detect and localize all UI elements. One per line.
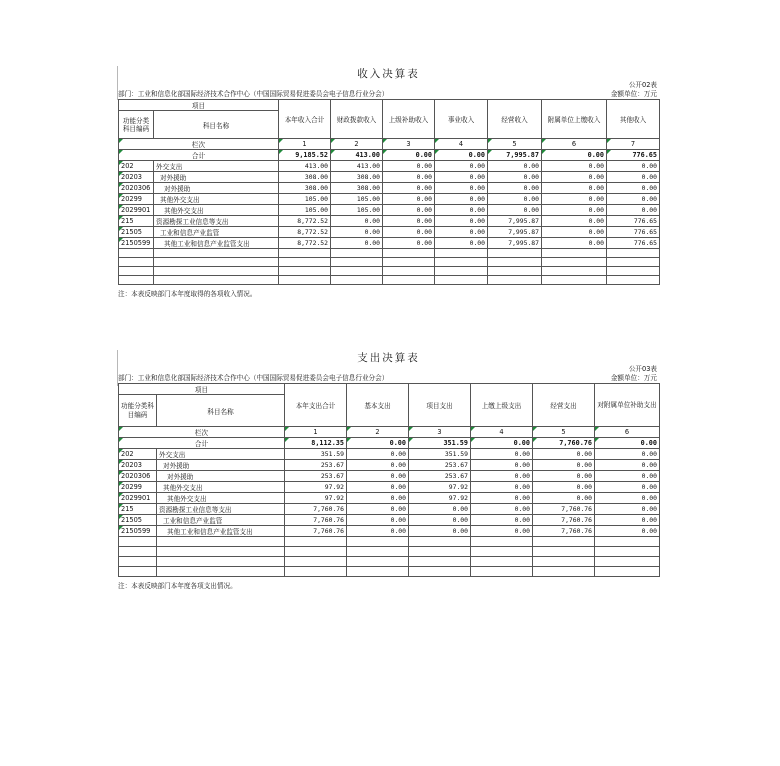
expense-col-header: 对附属单位补助支出 bbox=[595, 384, 660, 427]
subject-code: 21505 bbox=[119, 515, 157, 526]
table-row bbox=[119, 183, 660, 194]
amount-cell: 0.00 bbox=[383, 227, 435, 238]
income-item-header: 项目 bbox=[119, 100, 279, 111]
income-title: 收入决算表 bbox=[357, 68, 420, 80]
empty-cell bbox=[533, 557, 595, 567]
amount-cell: 413.00 bbox=[331, 161, 383, 172]
empty-cell bbox=[157, 547, 285, 557]
empty-row bbox=[119, 276, 660, 285]
expense-total-label: 合计 bbox=[119, 438, 285, 449]
income-dept-row bbox=[118, 90, 659, 99]
empty-cell bbox=[154, 267, 279, 276]
income-col-number: 7 bbox=[607, 139, 660, 150]
amount-cell: 0.00 bbox=[533, 471, 595, 482]
amount-cell: 0.00 bbox=[595, 482, 660, 493]
empty-cell bbox=[595, 537, 660, 547]
amount-cell: 105.00 bbox=[331, 205, 383, 216]
amount-cell: 0.00 bbox=[471, 482, 533, 493]
income-total-value: 0.00 bbox=[542, 150, 607, 161]
subject-name: 其他外交支出 bbox=[157, 493, 285, 504]
amount-cell: 0.00 bbox=[347, 493, 409, 504]
empty-cell bbox=[595, 567, 660, 577]
empty-cell bbox=[409, 567, 471, 577]
expense-department: 部门：工业和信息化部国际经济技术合作中心（中国国际贸易促进委员会电子信息行业分会） bbox=[118, 374, 389, 382]
empty-cell bbox=[595, 557, 660, 567]
empty-cell bbox=[347, 537, 409, 547]
expense-col-header: 项目支出 bbox=[409, 384, 471, 427]
amount-cell: 413.00 bbox=[279, 161, 331, 172]
amount-cell: 0.00 bbox=[435, 205, 488, 216]
subject-name: 外交支出 bbox=[154, 161, 279, 172]
empty-cell bbox=[409, 547, 471, 557]
table-row bbox=[119, 194, 660, 205]
amount-cell: 253.67 bbox=[409, 471, 471, 482]
empty-cell bbox=[331, 258, 383, 267]
empty-cell bbox=[279, 249, 331, 258]
subject-name: 对外援助 bbox=[154, 183, 279, 194]
amount-cell: 8,772.52 bbox=[279, 238, 331, 249]
amount-cell: 0.00 bbox=[347, 460, 409, 471]
amount-cell: 0.00 bbox=[347, 504, 409, 515]
empty-cell bbox=[331, 276, 383, 285]
amount-cell: 0.00 bbox=[331, 216, 383, 227]
income-col-header: 其他收入 bbox=[607, 100, 660, 139]
subject-code: 2029901 bbox=[119, 493, 157, 504]
amount-cell: 0.00 bbox=[409, 515, 471, 526]
amount-cell: 97.92 bbox=[285, 493, 347, 504]
empty-cell bbox=[533, 547, 595, 557]
subject-name: 工业和信息产业监管 bbox=[157, 515, 285, 526]
empty-cell bbox=[533, 537, 595, 547]
amount-cell: 0.00 bbox=[347, 471, 409, 482]
subject-code: 20299 bbox=[119, 194, 154, 205]
expense-total-value: 7,760.76 bbox=[533, 438, 595, 449]
amount-cell: 0.00 bbox=[471, 515, 533, 526]
income-tableno-row bbox=[118, 81, 659, 90]
amount-cell: 0.00 bbox=[383, 161, 435, 172]
amount-cell: 0.00 bbox=[595, 526, 660, 537]
amount-cell: 0.00 bbox=[331, 227, 383, 238]
subject-code: 2029901 bbox=[119, 205, 154, 216]
empty-cell bbox=[279, 276, 331, 285]
subject-code: 20203 bbox=[119, 172, 154, 183]
amount-cell: 0.00 bbox=[542, 172, 607, 183]
amount-cell: 253.67 bbox=[409, 460, 471, 471]
subject-name: 资源勘探工业信息等支出 bbox=[154, 216, 279, 227]
amount-cell: 308.00 bbox=[279, 172, 331, 183]
table-row bbox=[119, 515, 660, 526]
empty-cell bbox=[471, 537, 533, 547]
empty-cell bbox=[435, 258, 488, 267]
income-col-header: 上级补助收入 bbox=[383, 100, 435, 139]
amount-cell: 0.00 bbox=[471, 449, 533, 460]
empty-cell bbox=[331, 249, 383, 258]
amount-cell: 0.00 bbox=[542, 205, 607, 216]
amount-cell: 0.00 bbox=[595, 460, 660, 471]
amount-cell: 776.65 bbox=[607, 216, 660, 227]
expense-lanci-label: 栏次 bbox=[119, 427, 285, 438]
subject-name: 资源勘探工业信息等支出 bbox=[157, 504, 285, 515]
empty-cell bbox=[279, 267, 331, 276]
amount-cell: 253.67 bbox=[285, 460, 347, 471]
expense-col-header: 经营支出 bbox=[533, 384, 595, 427]
empty-row bbox=[119, 537, 660, 547]
empty-cell bbox=[595, 547, 660, 557]
amount-cell: 7,995.87 bbox=[488, 216, 542, 227]
amount-cell: 0.00 bbox=[435, 194, 488, 205]
expense-total-row bbox=[119, 438, 660, 449]
amount-cell: 0.00 bbox=[488, 194, 542, 205]
expense-col-header: 基本支出 bbox=[347, 384, 409, 427]
amount-cell: 0.00 bbox=[488, 172, 542, 183]
subject-name: 其他工业和信息产业监管支出 bbox=[157, 526, 285, 537]
expense-name-header: 科目名称 bbox=[157, 395, 285, 427]
income-table bbox=[118, 99, 660, 285]
amount-cell: 308.00 bbox=[331, 183, 383, 194]
empty-cell bbox=[279, 258, 331, 267]
table-row bbox=[119, 504, 660, 515]
income-unit: 金额单位：万元 bbox=[610, 90, 657, 98]
table-row bbox=[119, 460, 660, 471]
income-col-number: 3 bbox=[383, 139, 435, 150]
empty-cell bbox=[285, 537, 347, 547]
income-col-number: 5 bbox=[488, 139, 542, 150]
empty-cell bbox=[383, 276, 435, 285]
amount-cell: 0.00 bbox=[471, 493, 533, 504]
income-sheet bbox=[118, 64, 659, 298]
subject-code: 21505 bbox=[119, 227, 154, 238]
amount-cell: 0.00 bbox=[488, 205, 542, 216]
empty-cell bbox=[154, 249, 279, 258]
income-total-value: 0.00 bbox=[383, 150, 435, 161]
subject-name: 工业和信息产业监管 bbox=[154, 227, 279, 238]
empty-cell bbox=[119, 276, 154, 285]
income-table-no: 公开02表 bbox=[628, 81, 657, 89]
amount-cell: 0.00 bbox=[533, 482, 595, 493]
amount-cell: 0.00 bbox=[331, 238, 383, 249]
income-total-value: 7,995.87 bbox=[488, 150, 542, 161]
amount-cell: 7,760.76 bbox=[533, 515, 595, 526]
income-total-value: 0.00 bbox=[435, 150, 488, 161]
income-col-header: 财政拨款收入 bbox=[331, 100, 383, 139]
subject-code: 202 bbox=[119, 449, 157, 460]
empty-cell bbox=[533, 567, 595, 577]
table-row bbox=[119, 216, 660, 227]
income-total-value: 776.65 bbox=[607, 150, 660, 161]
expense-dept-row bbox=[118, 374, 659, 383]
expense-col-header: 本年支出合计 bbox=[285, 384, 347, 427]
income-col-number: 1 bbox=[279, 139, 331, 150]
empty-cell bbox=[542, 276, 607, 285]
income-col-header: 附属单位上缴收入 bbox=[542, 100, 607, 139]
empty-cell bbox=[607, 267, 660, 276]
table-row bbox=[119, 172, 660, 183]
amount-cell: 0.00 bbox=[471, 504, 533, 515]
empty-cell bbox=[347, 567, 409, 577]
expense-total-value: 0.00 bbox=[595, 438, 660, 449]
amount-cell: 0.00 bbox=[607, 194, 660, 205]
subject-name: 其他工业和信息产业监管支出 bbox=[154, 238, 279, 249]
amount-cell: 776.65 bbox=[607, 227, 660, 238]
empty-cell bbox=[119, 547, 157, 557]
amount-cell: 7,995.87 bbox=[488, 238, 542, 249]
subject-code: 2150599 bbox=[119, 526, 157, 537]
empty-cell bbox=[119, 249, 154, 258]
table-row bbox=[119, 449, 660, 460]
amount-cell: 0.00 bbox=[542, 227, 607, 238]
amount-cell: 0.00 bbox=[435, 172, 488, 183]
empty-cell bbox=[409, 557, 471, 567]
empty-cell bbox=[607, 249, 660, 258]
amount-cell: 7,760.76 bbox=[285, 515, 347, 526]
amount-cell: 97.92 bbox=[409, 493, 471, 504]
expense-item-header: 项目 bbox=[119, 384, 285, 395]
subject-name: 其他外交支出 bbox=[154, 194, 279, 205]
amount-cell: 351.59 bbox=[285, 449, 347, 460]
empty-cell bbox=[542, 249, 607, 258]
subject-code: 20299 bbox=[119, 482, 157, 493]
expense-code-header: 功能分类科目编码 bbox=[119, 395, 157, 427]
amount-cell: 0.00 bbox=[347, 482, 409, 493]
amount-cell: 0.00 bbox=[595, 504, 660, 515]
expense-col-number: 3 bbox=[409, 427, 471, 438]
table-row bbox=[119, 526, 660, 537]
empty-cell bbox=[331, 267, 383, 276]
amount-cell: 0.00 bbox=[488, 183, 542, 194]
empty-cell bbox=[607, 276, 660, 285]
table-row bbox=[119, 238, 660, 249]
empty-cell bbox=[285, 557, 347, 567]
income-code-header: 功能分类科目编码 bbox=[119, 111, 154, 139]
empty-cell bbox=[157, 537, 285, 547]
amount-cell: 0.00 bbox=[347, 526, 409, 537]
empty-row bbox=[119, 567, 660, 577]
amount-cell: 0.00 bbox=[542, 161, 607, 172]
empty-cell bbox=[119, 567, 157, 577]
subject-name: 对外援助 bbox=[157, 460, 285, 471]
amount-cell: 0.00 bbox=[409, 504, 471, 515]
amount-cell: 105.00 bbox=[331, 194, 383, 205]
table-row bbox=[119, 227, 660, 238]
empty-cell bbox=[119, 267, 154, 276]
empty-cell bbox=[471, 547, 533, 557]
expense-unit: 金额单位：万元 bbox=[610, 374, 657, 382]
income-total-value: 9,185.52 bbox=[279, 150, 331, 161]
income-col-header: 事业收入 bbox=[435, 100, 488, 139]
amount-cell: 0.00 bbox=[435, 216, 488, 227]
table-row bbox=[119, 205, 660, 216]
subject-code: 215 bbox=[119, 504, 157, 515]
empty-row bbox=[119, 267, 660, 276]
empty-cell bbox=[157, 567, 285, 577]
income-name-header: 科目名称 bbox=[154, 111, 279, 139]
amount-cell: 105.00 bbox=[279, 194, 331, 205]
empty-cell bbox=[383, 249, 435, 258]
income-total-value: 413.00 bbox=[331, 150, 383, 161]
empty-cell bbox=[119, 557, 157, 567]
amount-cell: 0.00 bbox=[542, 238, 607, 249]
empty-cell bbox=[488, 258, 542, 267]
amount-cell: 0.00 bbox=[435, 161, 488, 172]
amount-cell: 8,772.52 bbox=[279, 227, 331, 238]
empty-cell bbox=[285, 547, 347, 557]
empty-cell bbox=[435, 267, 488, 276]
amount-cell: 0.00 bbox=[383, 216, 435, 227]
subject-name: 对外援助 bbox=[157, 471, 285, 482]
subject-name: 外交支出 bbox=[157, 449, 285, 460]
income-col-number: 2 bbox=[331, 139, 383, 150]
amount-cell: 0.00 bbox=[488, 161, 542, 172]
income-col-number: 6 bbox=[542, 139, 607, 150]
empty-cell bbox=[471, 567, 533, 577]
amount-cell: 0.00 bbox=[383, 205, 435, 216]
expense-tableno-row bbox=[118, 365, 659, 374]
subject-code: 2020306 bbox=[119, 471, 157, 482]
empty-cell bbox=[154, 276, 279, 285]
amount-cell: 253.67 bbox=[285, 471, 347, 482]
subject-code: 215 bbox=[119, 216, 154, 227]
amount-cell: 0.00 bbox=[533, 460, 595, 471]
empty-cell bbox=[409, 537, 471, 547]
amount-cell: 0.00 bbox=[607, 205, 660, 216]
expense-col-number: 5 bbox=[533, 427, 595, 438]
amount-cell: 0.00 bbox=[595, 515, 660, 526]
empty-cell bbox=[154, 258, 279, 267]
empty-cell bbox=[383, 258, 435, 267]
amount-cell: 0.00 bbox=[595, 493, 660, 504]
empty-cell bbox=[488, 249, 542, 258]
amount-cell: 0.00 bbox=[607, 161, 660, 172]
amount-cell: 0.00 bbox=[595, 471, 660, 482]
empty-cell bbox=[119, 258, 154, 267]
amount-cell: 0.00 bbox=[542, 216, 607, 227]
expense-total-value: 0.00 bbox=[471, 438, 533, 449]
income-col-header: 本年收入合计 bbox=[279, 100, 331, 139]
amount-cell: 776.65 bbox=[607, 238, 660, 249]
subject-code: 2020306 bbox=[119, 183, 154, 194]
expense-title: 支出决算表 bbox=[357, 352, 420, 364]
amount-cell: 0.00 bbox=[595, 449, 660, 460]
amount-cell: 0.00 bbox=[435, 238, 488, 249]
empty-cell bbox=[383, 267, 435, 276]
empty-cell bbox=[285, 567, 347, 577]
empty-cell bbox=[347, 547, 409, 557]
table-row bbox=[119, 493, 660, 504]
subject-name: 其他外交支出 bbox=[154, 205, 279, 216]
subject-name: 对外援助 bbox=[154, 172, 279, 183]
amount-cell: 0.00 bbox=[533, 493, 595, 504]
amount-cell: 8,772.52 bbox=[279, 216, 331, 227]
empty-cell bbox=[488, 267, 542, 276]
amount-cell: 0.00 bbox=[542, 183, 607, 194]
expense-table-no: 公开03表 bbox=[628, 365, 657, 373]
income-col-header: 经营收入 bbox=[488, 100, 542, 139]
amount-cell: 0.00 bbox=[435, 183, 488, 194]
expense-sheet bbox=[118, 348, 659, 590]
income-department: 部门：工业和信息化部国际经济技术合作中心（中国国际贸易促进委员会电子信息行业分会） bbox=[118, 90, 389, 98]
empty-cell bbox=[542, 267, 607, 276]
amount-cell: 0.00 bbox=[383, 183, 435, 194]
empty-row bbox=[119, 547, 660, 557]
amount-cell: 0.00 bbox=[383, 194, 435, 205]
subject-code: 202 bbox=[119, 161, 154, 172]
amount-cell: 0.00 bbox=[471, 526, 533, 537]
amount-cell: 0.00 bbox=[542, 194, 607, 205]
amount-cell: 0.00 bbox=[409, 526, 471, 537]
amount-cell: 0.00 bbox=[347, 449, 409, 460]
amount-cell: 7,760.76 bbox=[285, 526, 347, 537]
table-row bbox=[119, 161, 660, 172]
empty-cell bbox=[157, 557, 285, 567]
amount-cell: 0.00 bbox=[471, 460, 533, 471]
amount-cell: 7,995.87 bbox=[488, 227, 542, 238]
income-total-row bbox=[119, 150, 660, 161]
expense-note: 注：本表反映部门本年度各项支出情况。 bbox=[118, 582, 237, 590]
amount-cell: 105.00 bbox=[279, 205, 331, 216]
amount-cell: 0.00 bbox=[471, 471, 533, 482]
expense-total-value: 8,112.35 bbox=[285, 438, 347, 449]
amount-cell: 0.00 bbox=[607, 183, 660, 194]
table-row bbox=[119, 471, 660, 482]
amount-cell: 0.00 bbox=[435, 227, 488, 238]
expense-table bbox=[118, 383, 660, 577]
subject-code: 2150599 bbox=[119, 238, 154, 249]
empty-row bbox=[119, 249, 660, 258]
amount-cell: 7,760.76 bbox=[533, 504, 595, 515]
empty-cell bbox=[471, 557, 533, 567]
empty-row bbox=[119, 258, 660, 267]
income-note: 注：本表反映部门本年度取得的各项收入情况。 bbox=[118, 290, 257, 298]
empty-cell bbox=[542, 258, 607, 267]
amount-cell: 0.00 bbox=[533, 449, 595, 460]
expense-col-number: 1 bbox=[285, 427, 347, 438]
amount-cell: 7,760.76 bbox=[533, 526, 595, 537]
empty-row bbox=[119, 557, 660, 567]
amount-cell: 97.92 bbox=[409, 482, 471, 493]
subject-code: 20203 bbox=[119, 460, 157, 471]
amount-cell: 97.92 bbox=[285, 482, 347, 493]
amount-cell: 308.00 bbox=[331, 172, 383, 183]
amount-cell: 7,760.76 bbox=[285, 504, 347, 515]
empty-cell bbox=[119, 537, 157, 547]
expense-col-number: 6 bbox=[595, 427, 660, 438]
expense-col-number: 2 bbox=[347, 427, 409, 438]
empty-cell bbox=[607, 258, 660, 267]
amount-cell: 351.59 bbox=[409, 449, 471, 460]
income-total-label: 合计 bbox=[119, 150, 279, 161]
amount-cell: 0.00 bbox=[383, 238, 435, 249]
empty-cell bbox=[435, 276, 488, 285]
income-lanci-label: 栏次 bbox=[119, 139, 279, 150]
amount-cell: 308.00 bbox=[279, 183, 331, 194]
expense-total-value: 0.00 bbox=[347, 438, 409, 449]
amount-cell: 0.00 bbox=[607, 172, 660, 183]
income-col-number: 4 bbox=[435, 139, 488, 150]
empty-cell bbox=[435, 249, 488, 258]
expense-col-number: 4 bbox=[471, 427, 533, 438]
subject-name: 其他外交支出 bbox=[157, 482, 285, 493]
expense-col-header: 上缴上级支出 bbox=[471, 384, 533, 427]
expense-total-value: 351.59 bbox=[409, 438, 471, 449]
table-row bbox=[119, 482, 660, 493]
empty-cell bbox=[347, 557, 409, 567]
amount-cell: 0.00 bbox=[347, 515, 409, 526]
amount-cell: 0.00 bbox=[383, 172, 435, 183]
empty-cell bbox=[488, 276, 542, 285]
